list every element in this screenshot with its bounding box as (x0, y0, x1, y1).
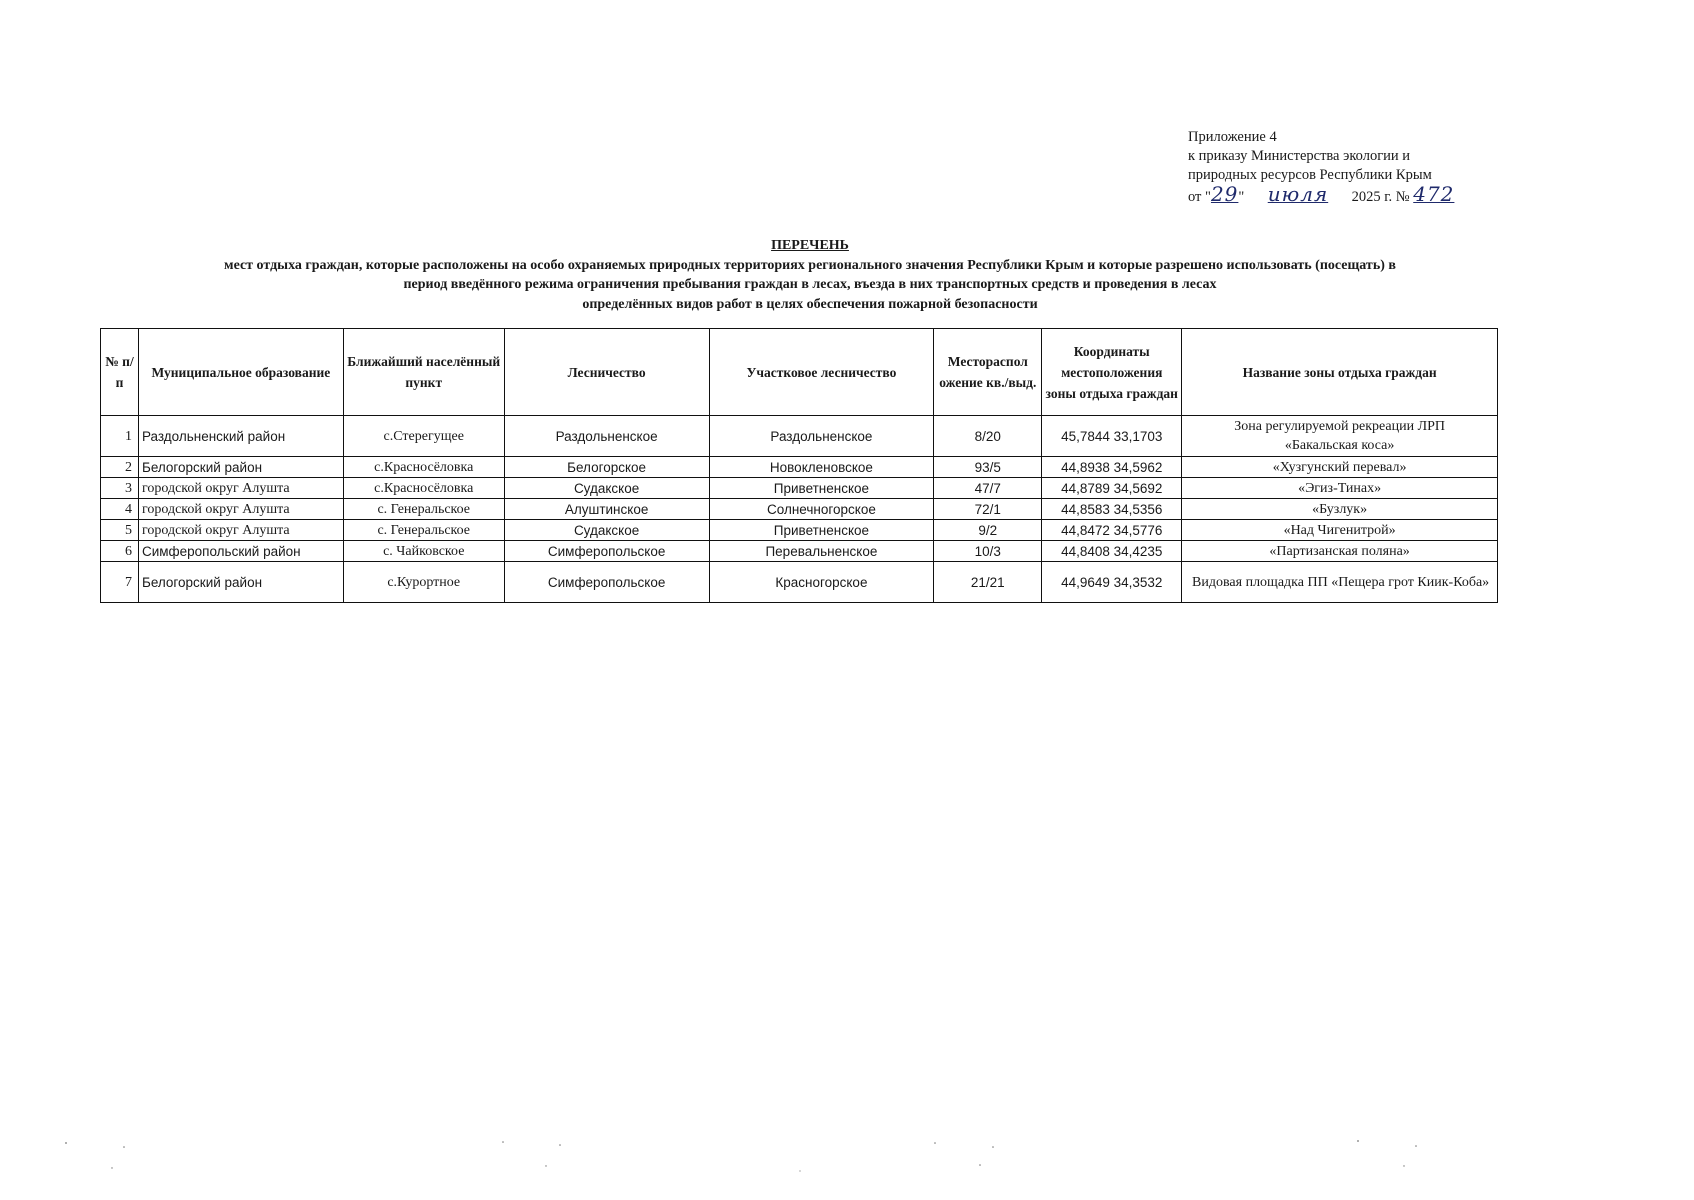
cell-settlement: с.Красносёловка (343, 478, 504, 499)
cell-coordinates: 44,9649 34,3532 (1042, 562, 1182, 603)
cell-num: 5 (101, 520, 139, 541)
cell-municipality: Белогорский район (138, 457, 343, 478)
cell-location: 8/20 (934, 416, 1042, 457)
title-line-1: мест отдыха граждан, которые расположены на особо охраняемых природных территориях регионального значения Республики Крым и которые разрешено использовать (посещать) в (224, 257, 1396, 273)
cell-location: 47/7 (934, 478, 1042, 499)
title-heading: ПЕРЕЧЕНЬ (771, 238, 849, 253)
header-location: Местораспол ожение кв./выд. (934, 329, 1042, 416)
date-year-label: 2025 г. № (1351, 189, 1410, 205)
cell-forestry: Белогорское (504, 457, 709, 478)
handwritten-day: 29 (1210, 182, 1239, 206)
cell-forestry: Раздольненское (504, 416, 709, 457)
cell-district-forestry: Перевальненское (709, 541, 934, 562)
cell-zone-name: Зона регулируемой рекреации ЛРП «Бакальская коса» (1182, 416, 1498, 457)
cell-location: 72/1 (934, 499, 1042, 520)
date-prefix: от " (1188, 189, 1211, 205)
header-settlement: Ближайший населённый пункт (343, 329, 504, 416)
header-municipality: Муниципальное образование (138, 329, 343, 416)
title-line-3: определённых видов работ в целях обеспечения пожарной безопасности (582, 296, 1038, 312)
cell-district-forestry: Раздольненское (709, 416, 934, 457)
header-zone-name: Название зоны отдыха граждан (1182, 329, 1498, 416)
cell-forestry: Алуштинское (504, 499, 709, 520)
cell-municipality: городской округ Алушта (138, 520, 343, 541)
cell-coordinates: 45,7844 33,1703 (1042, 416, 1182, 457)
cell-forestry: Симферопольское (504, 562, 709, 603)
appendix-date-line (1188, 182, 1508, 207)
appendix-ministry-line: природных ресурсов Республики Крым (1188, 167, 1432, 183)
cell-coordinates: 44,8789 34,5692 (1042, 478, 1182, 499)
appendix-block (1188, 128, 1508, 207)
cell-district-forestry: Приветненское (709, 520, 934, 541)
handwritten-order-number: 472 (1413, 182, 1455, 206)
cell-forestry: Симферопольское (504, 541, 709, 562)
header-num: № п/п (101, 329, 139, 416)
cell-zone-name: «Хузгунский перевал» (1182, 457, 1498, 478)
header-coordinates: Координаты местоположения зоны отдыха граждан (1042, 329, 1182, 416)
cell-municipality: Симферопольский район (138, 541, 343, 562)
cell-district-forestry: Новокленовское (709, 457, 934, 478)
document-title (100, 236, 1520, 314)
cell-settlement: с.Стерегущее (343, 416, 504, 457)
cell-num: 6 (101, 541, 139, 562)
date-quote: " (1238, 189, 1245, 205)
cell-settlement: с.Курортное (343, 562, 504, 603)
cell-municipality: Белогорский район (138, 562, 343, 603)
table-row (101, 478, 1498, 499)
cell-municipality: городской округ Алушта (138, 478, 343, 499)
cell-district-forestry: Солнечногорское (709, 499, 934, 520)
cell-coordinates: 44,8583 34,5356 (1042, 499, 1182, 520)
cell-settlement: с. Генеральское (343, 520, 504, 541)
table-row (101, 457, 1498, 478)
table-header-row (101, 329, 1498, 416)
header-forestry: Лесничество (504, 329, 709, 416)
table-row (101, 416, 1498, 457)
cell-coordinates: 44,8408 34,4235 (1042, 541, 1182, 562)
header-district-forestry: Участковое лесничество (709, 329, 934, 416)
cell-settlement: с.Красносёловка (343, 457, 504, 478)
cell-num: 4 (101, 499, 139, 520)
handwritten-month: июля (1267, 182, 1329, 206)
cell-municipality: Раздольненский район (138, 416, 343, 457)
appendix-order-line: к приказу Министерства экологии и (1188, 148, 1411, 164)
cell-coordinates: 44,8938 34,5962 (1042, 457, 1182, 478)
title-line-2: период введённого режима ограничения пребывания граждан в лесах, въезда в них транспортных средств и проведения в лесах (403, 277, 1217, 292)
cell-settlement: с. Чайковское (343, 541, 504, 562)
cell-zone-name: «Партизанская поляна» (1182, 541, 1498, 562)
table-row (101, 562, 1498, 603)
cell-settlement: с. Генеральское (343, 499, 504, 520)
cell-num: 3 (101, 478, 139, 499)
cell-zone-name: «Над Чигенитрой» (1182, 520, 1498, 541)
cell-num: 1 (101, 416, 139, 457)
cell-municipality: городской округ Алушта (138, 499, 343, 520)
cell-zone-name: «Эгиз-Тинах» (1182, 478, 1498, 499)
table-row (101, 520, 1498, 541)
cell-coordinates: 44,8472 34,5776 (1042, 520, 1182, 541)
table-row (101, 541, 1498, 562)
cell-location: 21/21 (934, 562, 1042, 603)
cell-num: 2 (101, 457, 139, 478)
cell-location: 9/2 (934, 520, 1042, 541)
cell-location: 93/5 (934, 457, 1042, 478)
cell-location: 10/3 (934, 541, 1042, 562)
recreation-zones-table (100, 328, 1498, 603)
appendix-title: Приложение 4 (1188, 129, 1277, 145)
cell-zone-name: «Бузлук» (1182, 499, 1498, 520)
cell-num: 7 (101, 562, 139, 603)
cell-forestry: Судакское (504, 520, 709, 541)
cell-district-forestry: Приветненское (709, 478, 934, 499)
table-row (101, 499, 1498, 520)
cell-forestry: Судакское (504, 478, 709, 499)
cell-zone-name: Видовая площадка ПП «Пещера грот Киик-Коба» (1182, 562, 1498, 603)
cell-district-forestry: Красногорское (709, 562, 934, 603)
